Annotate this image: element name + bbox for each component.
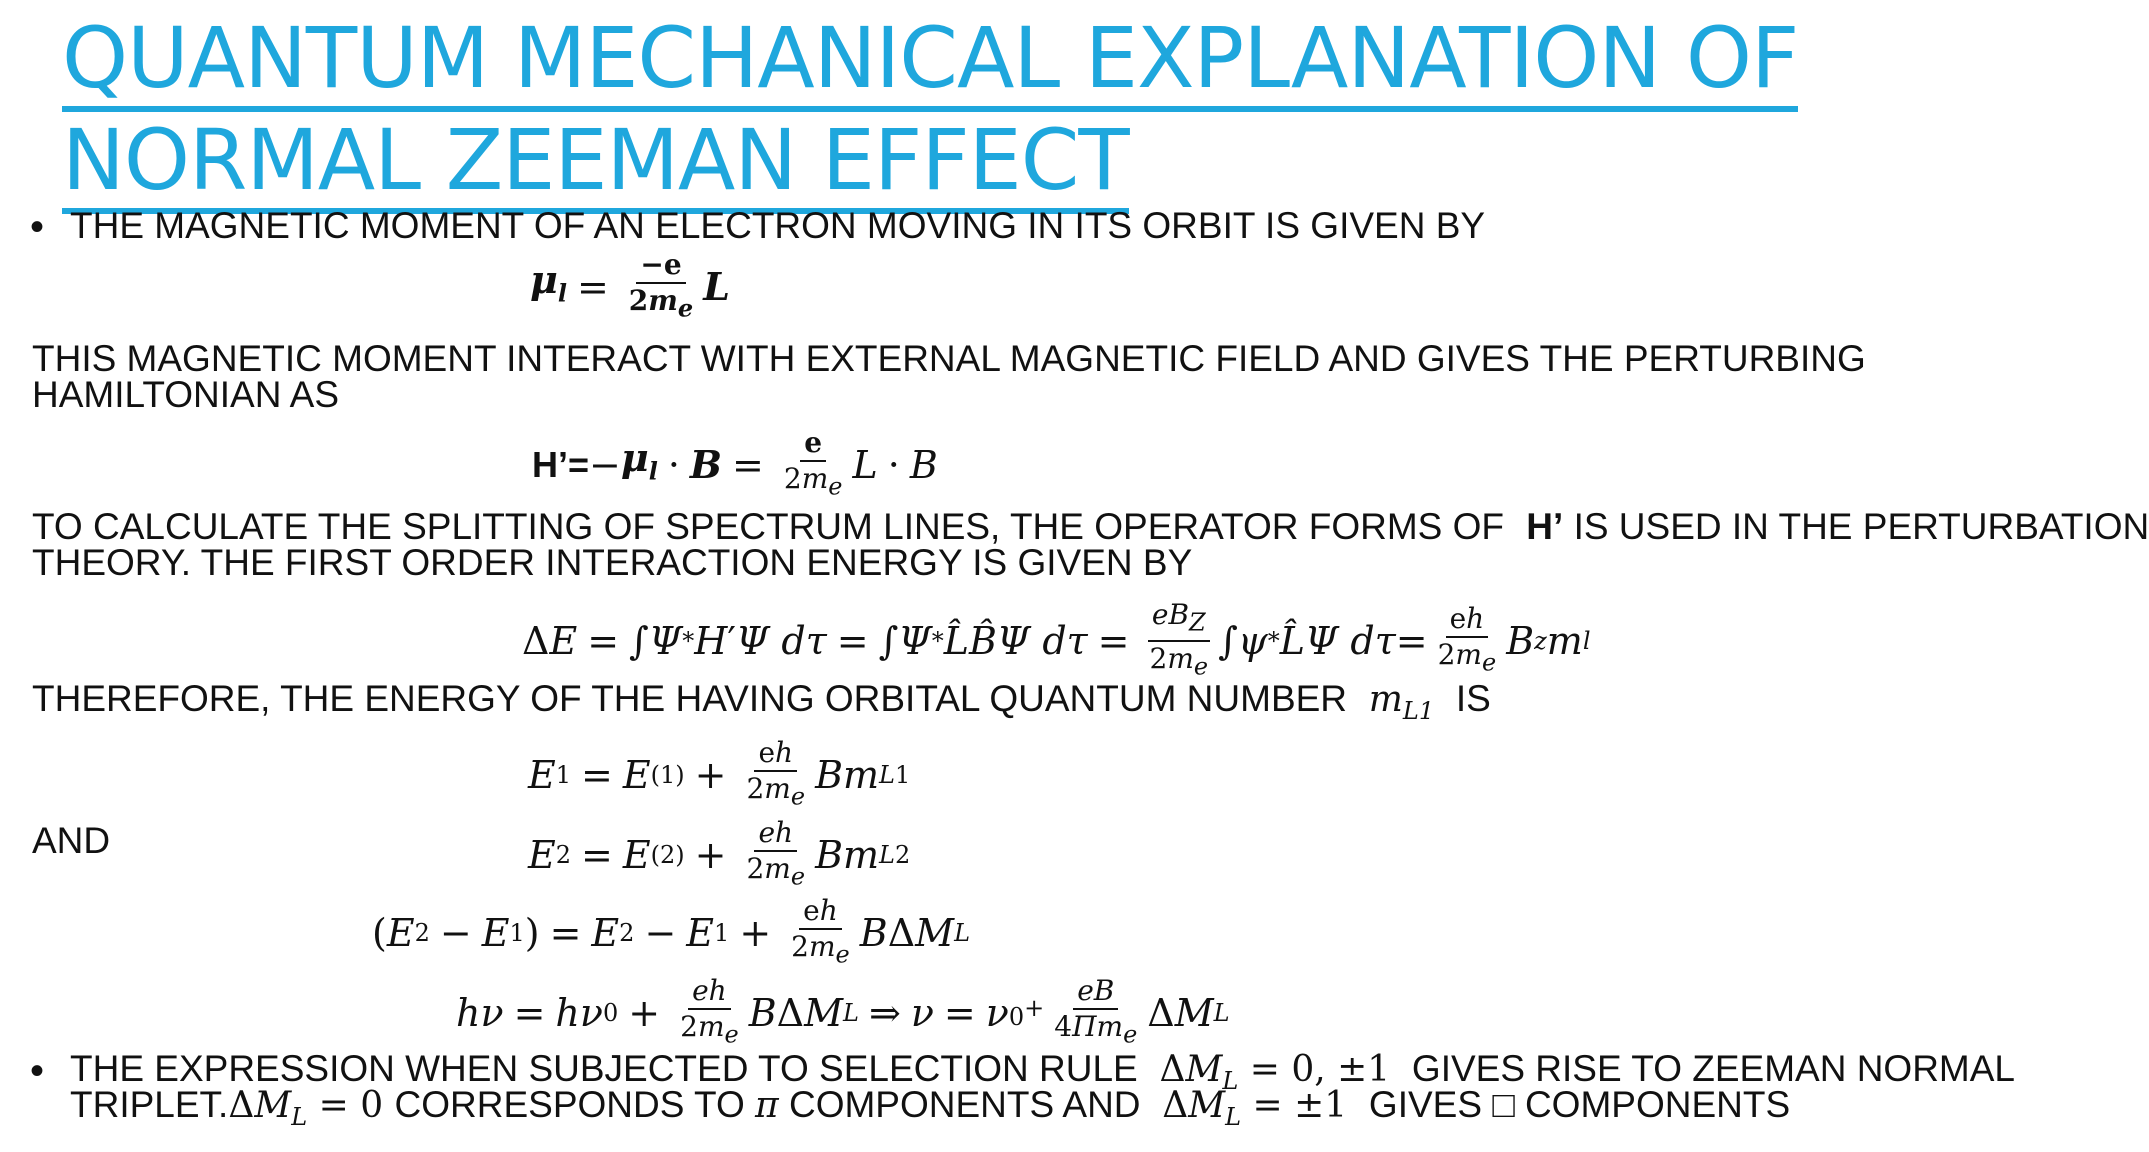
bullet-2-line-2-a: TRIPLET. — [70, 1084, 229, 1125]
bullet-2-line-1-b: GIVES RISE TO ZEEMAN NORMAL — [1411, 1048, 2016, 1089]
para-1-line-1: THIS MAGNETIC MOMENT INTERACT WITH EXTERNAL MAGNETIC FIELD AND GIVES THE PERTURBING — [32, 338, 1866, 379]
equation-energy-difference: ( E 2 − E 1 ) = E 2 − E 1 + $\frac{eh}{2m_e}$ B Δ M L — [372, 894, 970, 969]
para-2-line-1-a: TO CALCULATE THE SPLITTING OF SPECTRUM LINES, THE OPERATOR FORMS OF — [32, 506, 1504, 547]
bullet-dot-2: • — [30, 1049, 45, 1093]
para-2-line-2: THEORY. THE FIRST ORDER INTERACTION ENERGY IS GIVEN BY — [32, 542, 1193, 583]
para-3: THEREFORE, THE ENERGY OF THE HAVING ORBITAL QUANTUM NUMBER $m_{L1}$ IS — [32, 678, 1491, 726]
missing-glyph-box: □ — [1492, 1084, 1515, 1125]
bullet-1-text: THE MAGNETIC MOMENT OF AN ELECTRON MOVING IN ITS ORBIT IS GIVEN BY — [70, 205, 1486, 246]
bullet-2-line-2-c: COMPONENTS AND — [788, 1084, 1141, 1125]
equation-frequency: hν = hν 0 + $\frac{eh}{2m_e}$ B Δ M L ⇒ ν = ν 0+ $\frac{eB}{4\Pi m_e}$ Δ M L — [456, 974, 1230, 1049]
bullet-2-line-1: THE EXPRESSION WHEN SUBJECTED TO SELECTION RULE $\Delta M_L = 0$, ±1 GIVES RISE TO ZEEMAN NORMAL — [70, 1048, 2016, 1096]
bullet-2-line-2-e: COMPONENTS — [1524, 1084, 1791, 1125]
equation-e1: E 1 = E (1) + $\frac{eh}{2m_e}$ Bm L1 — [528, 736, 911, 811]
para-2-line-1 — [32, 508, 2149, 546]
bullet-2-line-2-d: GIVES — [1368, 1084, 1483, 1125]
slide-title — [62, 10, 1798, 214]
equation-e2: E 2 = E (2) + $\frac{eh}{2m_e}$ Bm L2 — [528, 816, 911, 891]
title-line-1: QUANTUM MECHANICAL EXPLANATION OF — [62, 10, 1798, 112]
bullet-dot-1: • — [30, 205, 45, 249]
title-line-2: NORMAL ZEEMAN EFFECT — [62, 112, 1129, 214]
para-2-line-1-c: IS USED IN THE PERTURBATION — [1573, 506, 2149, 547]
para-3-a: THEREFORE, THE ENERGY OF THE HAVING ORBITAL QUANTUM NUMBER — [32, 678, 1348, 719]
and-label: AND — [32, 820, 111, 861]
para-1-line-2: HAMILTONIAN AS — [32, 374, 340, 415]
equation-magnetic-moment: $\mu_l$ = $\frac{-e}{2m_e}$ L — [530, 248, 730, 323]
equation-interaction-energy: Δ E = ∫ Ψ * H ′ Ψ dτ = ∫ Ψ * L̂B̂Ψ dτ = $\frac{eB_Z}{2m_e}$ ∫ ψ * L̂Ψ dτ = $\frac{eh}{2m_e}$ B z m l — [522, 598, 1591, 681]
bullet-2-line-1-a: THE EXPRESSION WHEN SUBJECTED TO SELECTION RULE — [70, 1048, 1138, 1089]
para-2-hprime: H’ — [1526, 506, 1564, 547]
bullet-2-line-2-b: CORRESPONDS TO — [394, 1084, 745, 1125]
equation-perturbing-hamiltonian: H’= − $\mu_l$ · B = $\frac{e}{2m_e}$ L · B — [532, 426, 938, 501]
para-3-b: IS — [1455, 678, 1491, 719]
bullet-2-line-2: $TRIPLET.\Delta M_L = 0$ CORRESPONDS TO π COMPONENTS AND $\Delta M_L = \pm 1$ GIVES □ COMPONENTS — [70, 1084, 1791, 1132]
